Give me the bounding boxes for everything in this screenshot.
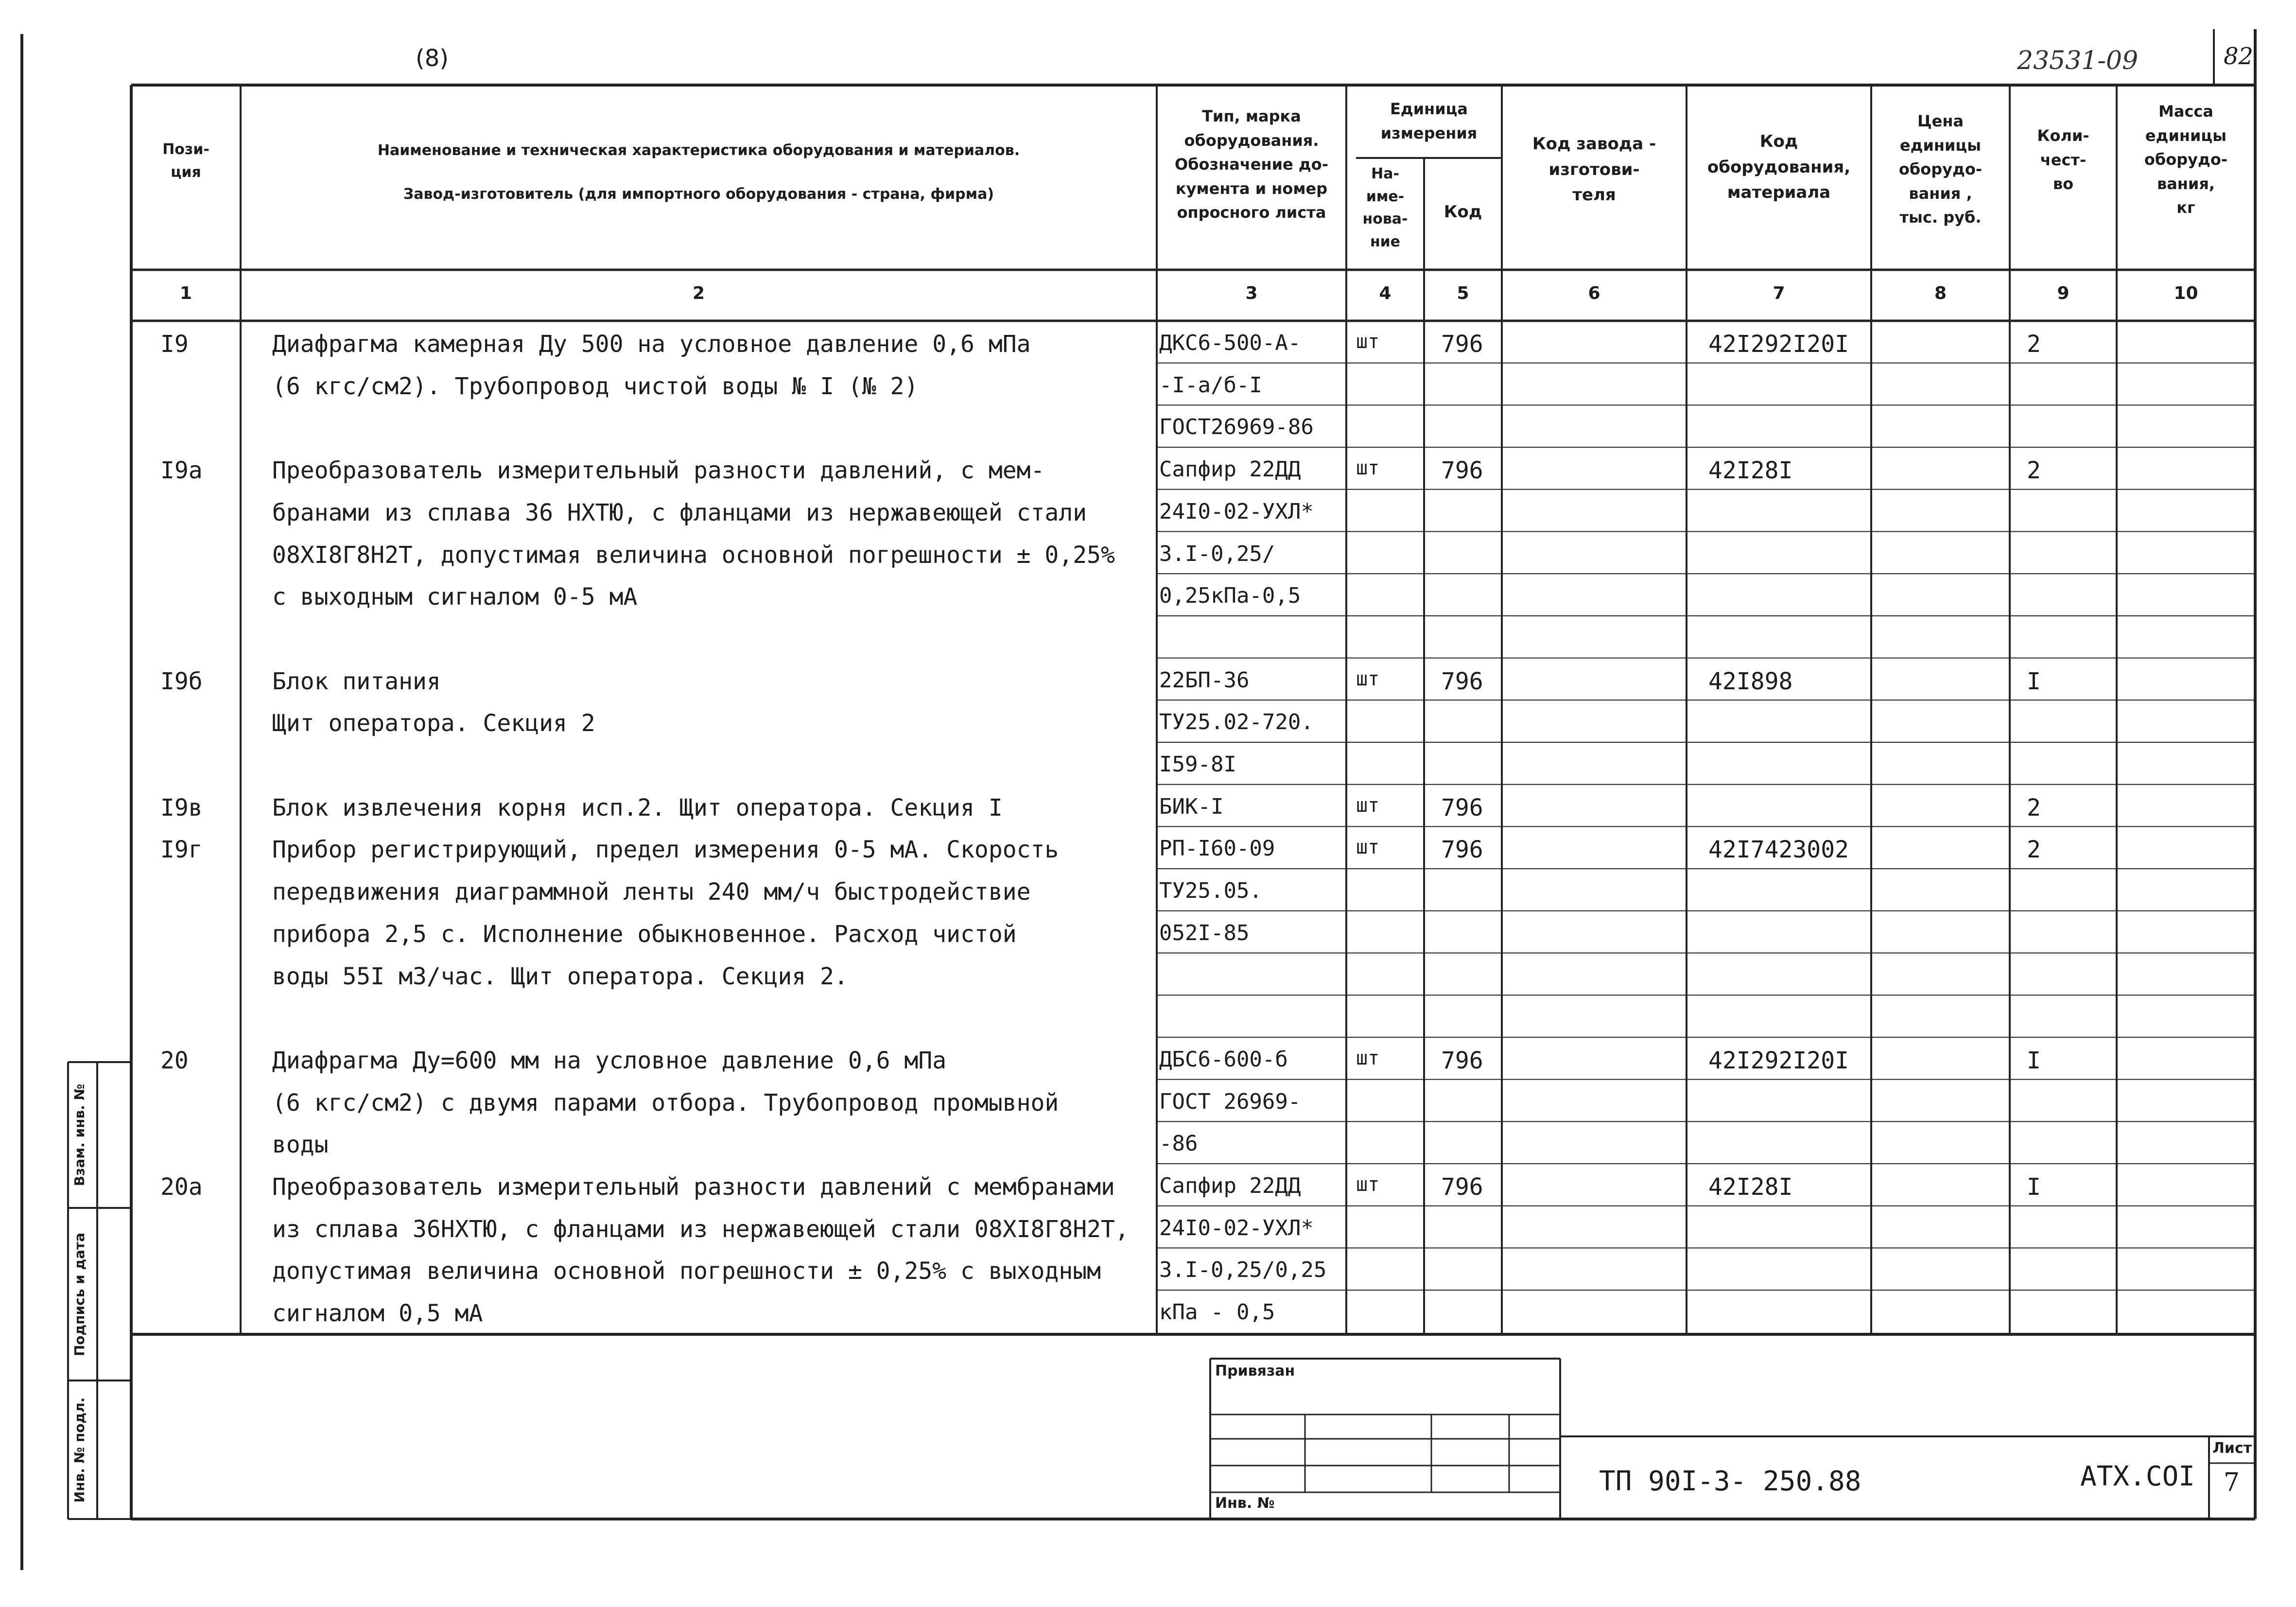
quantity-cell: 2 bbox=[2027, 457, 2041, 485]
column-number-4: 4 bbox=[1379, 283, 1392, 303]
description-cell: Прибор регистрирующий, предел измерения 0-5 мА. Скорость bbox=[272, 836, 1059, 864]
type-mark-cell: -86 bbox=[1159, 1131, 1198, 1156]
description-cell: Блок извлечения корня исп.2. Щит оператора. Секция I bbox=[272, 794, 1003, 821]
description-cell: с выходным сигналом 0-5 мА bbox=[272, 583, 638, 611]
type-mark-cell: Сапфир 22ДД bbox=[1159, 1173, 1301, 1198]
type-mark-cell: 24I0-02-УХЛ* bbox=[1159, 499, 1314, 524]
quantity-cell: I bbox=[2027, 1173, 2041, 1201]
column-header-9: Коли- чест- во bbox=[2037, 126, 2089, 193]
equipment-code-cell: 42I7423002 bbox=[1708, 836, 1849, 864]
quantity-cell: I bbox=[2027, 667, 2041, 695]
column-number-7: 7 bbox=[1773, 283, 1785, 303]
type-mark-cell: -I-а/б-I bbox=[1159, 372, 1262, 398]
sheet-label: Лист bbox=[2212, 1440, 2252, 1457]
column-number-3: 3 bbox=[1245, 283, 1258, 303]
type-mark-cell: ГОСТ 26969- bbox=[1159, 1089, 1301, 1114]
side-stamp-podpis: Подпись и дата bbox=[71, 1232, 87, 1357]
description-cell: 08XI8Г8Н2Т, допустимая величина основной погрешности ± 0,25% bbox=[272, 541, 1115, 569]
type-mark-cell: Сапфир 22ДД bbox=[1159, 457, 1301, 482]
description-cell: воды 55I м3/час. Щит оператора. Секция 2. bbox=[272, 962, 848, 990]
description-cell: из сплава 36НХТЮ, с фланцами из нержавеющей стали 08XI8Г8Н2Т, bbox=[272, 1215, 1129, 1243]
type-mark-cell: I59-8I bbox=[1159, 752, 1236, 777]
type-mark-cell: ТУ25.05. bbox=[1159, 878, 1262, 904]
type-mark-cell: БИК-I bbox=[1159, 794, 1224, 819]
position-cell: I9 bbox=[160, 331, 189, 358]
column-number-5: 5 bbox=[1457, 283, 1469, 303]
type-mark-cell: 052I-85 bbox=[1159, 920, 1250, 945]
description-cell: передвижения диаграммной ленты 240 мм/ч быстродействие bbox=[272, 878, 1031, 906]
description-cell: бранами из сплава 36 НХТЮ, с фланцами из нержавеющей стали bbox=[272, 499, 1087, 526]
position-cell: 20а bbox=[160, 1173, 203, 1201]
column-header-6: Код завода - изготови- теля bbox=[1532, 134, 1656, 205]
unit-name-cell: шт bbox=[1356, 457, 1380, 480]
type-mark-cell: 24I0-02-УХЛ* bbox=[1159, 1215, 1314, 1240]
description-cell: Диафрагма Ду=600 мм на условное давление 0,6 мПа bbox=[272, 1047, 947, 1074]
unit-name-cell: шт bbox=[1356, 1047, 1380, 1069]
column-header-5: Код bbox=[1444, 202, 1482, 222]
unit-code-cell: 796 bbox=[1441, 836, 1483, 864]
description-cell: Преобразователь измерительный разности давлений с мембранами bbox=[272, 1173, 1115, 1201]
description-cell: Диафрагма камерная Ду 500 на условное давление 0,6 мПа bbox=[272, 331, 1031, 358]
column-header-3: Тип, марка оборудования. Обозначение до- кумента и номер опросного листа bbox=[1175, 107, 1328, 222]
side-stamp-inv: Инв. № подл. bbox=[71, 1397, 87, 1503]
unit-name-cell: шт bbox=[1356, 331, 1380, 353]
column-number-1: 1 bbox=[179, 283, 192, 303]
equipment-code-cell: 42I292I20I bbox=[1708, 331, 1849, 358]
position-cell: 20 bbox=[160, 1047, 189, 1074]
equipment-code-cell: 42I28I bbox=[1708, 1173, 1793, 1201]
unit-name-cell: шт bbox=[1356, 667, 1380, 690]
unit-group-header: Единица измерения bbox=[1380, 100, 1478, 142]
unit-code-cell: 796 bbox=[1441, 1173, 1483, 1201]
column-number-9: 9 bbox=[2057, 283, 2070, 303]
column-header-4: На- име- нова- ние bbox=[1362, 165, 1408, 250]
unit-name-cell: шт bbox=[1356, 1173, 1380, 1196]
quantity-cell: I bbox=[2027, 1047, 2041, 1074]
stamp-number: 23531-09 bbox=[2017, 46, 2139, 75]
position-cell: I9в bbox=[160, 794, 203, 821]
type-mark-cell: ТУ25.02-720. bbox=[1159, 710, 1314, 735]
column-header-8: Цена единицы оборудо- вания , тыс. руб. bbox=[1898, 112, 1983, 227]
description-cell: Щит оператора. Секция 2 bbox=[272, 710, 595, 737]
unit-name-cell: шт bbox=[1356, 794, 1380, 817]
equipment-code-cell: 42I28I bbox=[1708, 457, 1793, 485]
column-number-8: 8 bbox=[1934, 283, 1947, 303]
position-cell: I9г bbox=[160, 836, 203, 864]
document-code: ТП 90I-3- 250.88 bbox=[1599, 1466, 1861, 1497]
column-number-10: 10 bbox=[2174, 283, 2198, 303]
position-cell: I9а bbox=[160, 457, 203, 485]
top-label: (8) bbox=[416, 45, 449, 72]
column-header-1: Пози- ция bbox=[162, 141, 209, 181]
description-cell: воды bbox=[272, 1131, 329, 1159]
type-mark-cell: ГОСТ26969-86 bbox=[1159, 415, 1314, 440]
position-cell: I9б bbox=[160, 667, 203, 695]
column-header-10: Масса единицы оборудо- вания, кг bbox=[2144, 102, 2228, 217]
type-mark-cell: 0,25кПа-0,5 bbox=[1159, 583, 1301, 609]
description-cell: сигналом 0,5 мА bbox=[272, 1300, 483, 1328]
sheet-corner-number: 82 bbox=[2224, 43, 2254, 70]
unit-code-cell: 796 bbox=[1441, 1047, 1483, 1074]
type-mark-cell: 22БП-36 bbox=[1159, 667, 1250, 693]
description-cell: Преобразователь измерительный разности давлений, с мем- bbox=[272, 457, 1045, 485]
side-stamp-vzam: Взам. инв. № bbox=[71, 1083, 87, 1187]
column-number-6: 6 bbox=[1588, 283, 1600, 303]
unit-code-cell: 796 bbox=[1441, 667, 1483, 695]
quantity-cell: 2 bbox=[2027, 331, 2041, 358]
description-cell: (6 кгс/см2) с двумя парами отбора. Трубопровод промывной bbox=[272, 1089, 1059, 1117]
privyazan-label: Привязан bbox=[1215, 1362, 1295, 1380]
description-cell: допустимая величина основной погрешности ± 0,25% с выходным bbox=[272, 1258, 1101, 1285]
description-cell: (6 кгс/см2). Трубопровод чистой воды № I (№ 2) bbox=[272, 372, 919, 400]
description-cell: Блок питания bbox=[272, 667, 441, 695]
inv-no-label: Инв. № bbox=[1215, 1495, 1275, 1512]
unit-code-cell: 796 bbox=[1441, 331, 1483, 358]
type-mark-cell: ДБС6-600-б bbox=[1159, 1047, 1288, 1072]
unit-code-cell: 796 bbox=[1441, 794, 1483, 821]
type-mark-cell: РП-I60-09 bbox=[1159, 836, 1275, 861]
quantity-cell: 2 bbox=[2027, 794, 2041, 821]
quantity-cell: 2 bbox=[2027, 836, 2041, 864]
unit-name-cell: шт bbox=[1356, 836, 1380, 859]
type-mark-cell: 3.I-0,25/ bbox=[1159, 541, 1275, 566]
document-mark: АТХ.COI bbox=[2080, 1461, 2195, 1492]
equipment-code-cell: 42I898 bbox=[1708, 667, 1793, 695]
type-mark-cell: ДКС6-500-А- bbox=[1159, 331, 1301, 355]
unit-code-cell: 796 bbox=[1441, 457, 1483, 485]
column-number-2: 2 bbox=[692, 283, 705, 303]
type-mark-cell: кПа - 0,5 bbox=[1159, 1300, 1275, 1325]
description-cell: прибора 2,5 с. Исполнение обыкновенное. Расход чистой bbox=[272, 920, 1017, 948]
column-header-2: Наименование и техническая характеристика оборудования и материалов. Завод-изготовитель (для импортного оборудования - страна, фирма) bbox=[377, 142, 1020, 203]
column-header-7: Код оборудования, материала bbox=[1707, 132, 1851, 203]
equipment-code-cell: 42I292I20I bbox=[1708, 1047, 1849, 1074]
sheet-number: 7 bbox=[2224, 1468, 2240, 1497]
type-mark-cell: 3.I-0,25/0,25 bbox=[1159, 1258, 1327, 1283]
